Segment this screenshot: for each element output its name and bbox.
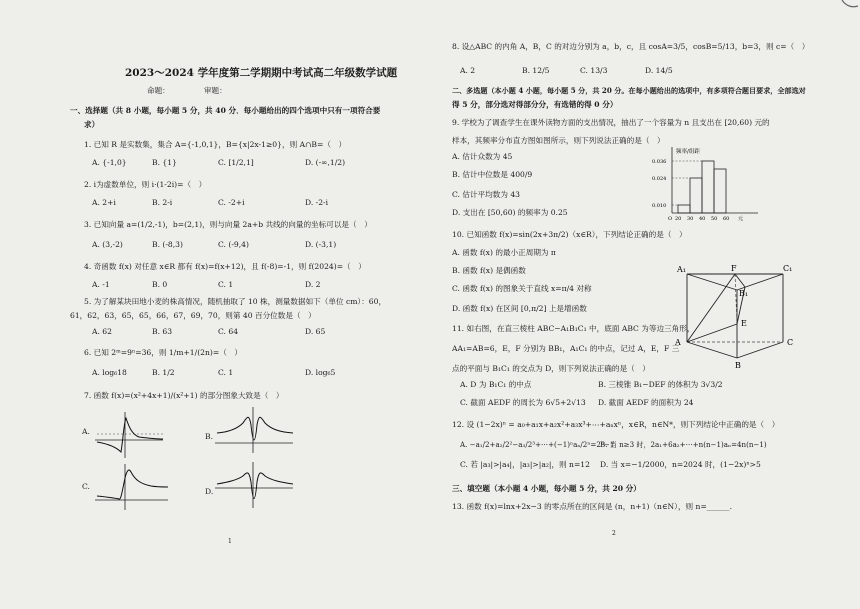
question-11: 11. 如右图，在直三棱柱 ABC−A₁B₁C₁ 中，底面 ABC 为等边三角形， [452,324,695,333]
hist-x-60: 60 [723,216,730,222]
q6-option-b: B. 1/2 [152,368,175,377]
hist-x-50: 50 [711,216,718,222]
q8-option-d: D. 14/5 [645,66,673,75]
section-2-header: 二、多选题（本小题 4 小题，每小题 5 分，共 20 分。在每小题给出的选项中，有多项符合题目要求，全部选对 [452,86,806,95]
prism-label-a1: A₁ [677,265,686,274]
q5-option-b: B. 63 [152,327,173,336]
corner-mark-icon [820,0,860,14]
q4-option-d: D. 2 [305,280,321,289]
authors-line: 命题： 审题： [147,86,227,95]
q3-option-a: A. (3,-2) [92,240,123,249]
prism-label-b: B [735,361,741,370]
question-2: 2. i为虚数单位，则 i·(1-2i)=（ ） [84,180,207,189]
question-5: 5. 为了解某块田地小麦的株高情况，随机抽取了 10 株，测量数据如下（单位 cm）：60， [84,297,387,306]
q7-graph-c [95,462,170,512]
question-9: 9. 学校为了调查学生在课外读物方面的支出情况，抽出了一个容量为 n 且支出在 [20,60) 元的 [452,118,770,127]
section-1-header-cont: 求） [84,120,100,129]
q2-option-d: D. -2-i [305,198,329,207]
hist-y-0036: 0.036 [652,159,667,165]
hist-x-30: 30 [687,216,694,222]
question-13: 13. 函数 f(x)=lnx+2x−3 的零点所在的区间是 (n，n+1)（n∈N），则 n=______. [452,502,733,511]
q7-graph-b [215,405,295,455]
q3-option-b: B. (-8,3) [152,240,183,249]
q12-option-c: C. 若 |a₃|>|a₄|，|a₃|>|a₂|，则 n=12 [460,460,590,469]
hist-y-0010: 0.010 [652,203,667,209]
hist-x-unit: 元 [738,216,744,222]
hist-x-20: 20 [675,216,682,222]
exam-title: 2023～2024 学年度第二学期期中考试高二年级数学试题 [125,67,398,79]
q4-option-a: A. -1 [92,280,110,289]
q5-option-c: C. 64 [218,327,239,336]
q1-option-b: B. {1} [152,158,177,167]
q12-option-b: B. 当 n≥3 时，2a₁+6a₂+⋯+n(n−1)aₙ=4n(n−1) [600,440,767,449]
q10-option-b: B. 函数 f(x) 是偶函数 [452,266,526,275]
q11-option-b: B. 三棱锥 B₁−DEF 的体积为 3√3/2 [598,380,723,389]
q9-option-a: A. 估计众数为 45 [452,152,513,161]
hist-x-origin: O [668,216,673,222]
question-12: 12. 设 (1−2x)ⁿ = a₀+a₁x+a₂x²+a₃x³+⋯+aₙxⁿ，x∈R，n∈N*，则下列结论中正确的是（ ） [452,420,780,429]
q11-prism-figure [675,262,800,370]
q7-graph-a [95,410,165,460]
q7-option-d: D. [205,487,214,496]
q7-option-c: C. [82,482,90,491]
prism-label-c1: C₁ [783,264,793,273]
prism-label-a: A [675,338,681,347]
page-number-left: 1 [228,538,232,545]
q9-option-c: C. 估计平均数为 43 [452,190,521,199]
question-7: 7. 函数 f(x)=(x²+4x+1)/(x²+1) 的部分图象大致是（ ） [84,391,284,400]
question-6: 6. 已知 2ᵐ=9ⁿ=36，则 1/m+1/(2n)=（ ） [84,348,242,357]
q9-histogram [650,145,760,223]
question-11-cont2: 点的平面与 B₁C₁ 的交点为 D，则下列说法正确的是（ ） [452,364,650,373]
q3-option-d: D. (-3,1) [305,240,337,249]
q10-option-c: C. 函数 f(x) 的图象关于直线 x=π/4 对称 [452,284,592,293]
q7-option-b: B. [205,432,213,441]
q11-option-c: C. 截面 AEDF 的周长为 6√5+2√13 [460,398,586,407]
q11-option-a: A. D 为 B₁C₁ 的中点 [460,380,532,389]
q8-option-a: A. 2 [460,66,476,75]
q4-option-b: B. 0 [152,280,168,289]
q1-option-c: C. [1/2,1] [218,158,254,167]
q6-option-d: D. log₆5 [305,368,336,377]
prism-label-b1: B₁ [739,289,749,298]
prism-label-c: C [787,338,794,347]
question-3: 3. 已知向量 a=(1/2,-1)，b=(2,1)，则与向量 2a+b 共线的向量的坐标可以是（ ） [84,220,372,229]
page-right [430,0,860,609]
question-5-cont: 61，62，63，65，65，66，67，69，70，则第 40 百分位数是（ ） [70,311,316,320]
section-1-header: 一、选择题（共 8 小题，每小题 5 分，共 40 分．每小题给出的四个选项中只有一项符合要 [70,106,381,115]
q6-option-a: A. log₆18 [92,368,127,377]
section-2-header-cont: 得 5 分，部分选对得部分分，有选错的得 0 分） [452,100,618,109]
q3-option-c: C. (-9,4) [218,240,249,249]
question-1: 1. 已知 R 是实数集，集合 A={-1,0,1}，B={x|2x-1≥0}，则 A∩B=（ ） [84,140,347,149]
hist-y-0024: 0.024 [652,176,667,182]
q7-graph-d [215,460,295,510]
q7-option-a: A. [82,427,90,436]
section-3-header: 三、填空题（本小题 4 小题，每小题 5 分，共 20 分） [452,484,641,493]
question-9-cont: 样本，其频率分布直方图如图所示，则下列说法正确的是（ ） [452,136,665,145]
question-8: 8. 设△ABC 的内角 A，B，C 的对边分别为 a，b，c，且 cosA=3/5，cosB=5/13，b=3，则 c=（ ） [452,42,810,51]
q1-option-d: D. (-∞,1/2) [305,158,346,167]
q5-option-a: A. 62 [92,327,112,336]
q10-option-d: D. 函数 f(x) 在区间 [0,π/2] 上是增函数 [452,304,587,313]
q6-option-c: C. 1 [218,368,234,377]
q11-option-d: D. 截面 AEDF 的面积为 24 [598,398,694,407]
page-number-right: 2 [612,530,616,537]
q8-option-c: C. 13/3 [580,66,608,75]
q5-option-d: D. 65 [305,327,326,336]
q2-option-b: B. 2-i [152,198,173,207]
q8-option-b: B. 12/5 [522,66,550,75]
q10-option-a: A. 函数 f(x) 的最小正周期为 π [452,248,556,257]
hist-x-40: 40 [699,216,706,222]
prism-label-f: F [731,264,737,273]
prism-label-e: E [741,319,747,328]
question-11-cont: AA₁=AB=6，E，F 分别为 BB₁，A₁C₁ 的中点，记过 A，E，F 三 [452,344,680,353]
q12-option-a: A. −a₁/2+a₂/2²−a₃/2³+⋯+(−1)ⁿaₙ/2ⁿ=2ⁿ−1 [460,440,615,449]
q9-option-d: D. 支出在 [50,60) 的频率为 0.25 [452,208,568,217]
q9-option-b: B. 估计中位数是 400/9 [452,170,533,179]
question-4: 4. 奇函数 f(x) 对任意 x∈R 都有 f(x)=f(x+12)，且 f(-8)=-1，则 f(2024)=（ ） [84,262,366,271]
q1-option-a: A. {-1,0} [92,158,127,167]
hist-ylabel: 频率/组距 [676,149,700,155]
q4-option-c: C. 1 [218,280,234,289]
q12-option-d: D. 当 x=−1/2000，n=2024 时，(1−2x)ⁿ>5 [600,460,761,469]
question-10: 10. 已知函数 f(x)=sin(2x+3π/2)（x∈R），下列结论正确的是（ ） [452,230,687,239]
q2-option-a: A. 2+i [92,198,116,207]
q2-option-c: C. -2+i [218,198,245,207]
